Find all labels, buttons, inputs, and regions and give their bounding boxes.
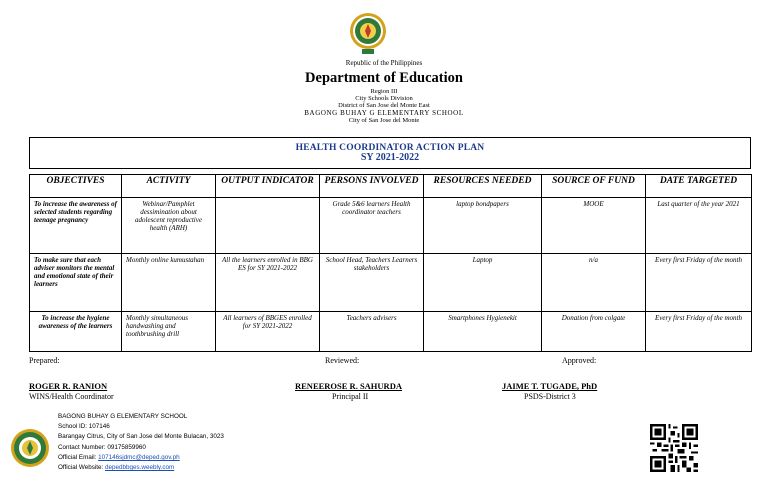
reviewed-label: Reviewed:	[325, 356, 360, 365]
reviewed-position: Principal II	[332, 392, 369, 401]
region-label: Region III	[370, 88, 398, 95]
action-plan-table	[29, 174, 752, 352]
district-label: District of San Jose del Monte East	[338, 102, 430, 109]
resources-cell: Smartphones Hygienekit	[424, 312, 542, 352]
date-cell: Every first Friday of the month	[646, 254, 752, 312]
division-label: City Schools Division	[355, 95, 413, 102]
footer-website-line	[58, 463, 224, 473]
deped-seal-icon	[349, 12, 387, 56]
column-header: ACTIVITY	[122, 175, 216, 198]
objective-cell: To make sure that each adviser monitors the mental and emotional state of their learners	[30, 254, 122, 312]
school-year: SY 2021-2022	[360, 152, 420, 163]
school-name: BAGONG BUHAY G ELEMENTARY SCHOOL	[304, 109, 464, 117]
reviewed-name: RENEEROSE R. SAHURDA	[295, 381, 402, 391]
footer-address: Barangay Citrus, City of San Jose del Monte Bulacan, 3023	[58, 433, 224, 441]
footer-school-id: School ID: 107146	[58, 423, 110, 431]
table-row	[30, 198, 752, 254]
objective-cell: To increase the hygiene awareness of the learners	[30, 312, 122, 352]
fund-cell: MOOE	[542, 198, 646, 254]
activity-cell: Monthly online kumustahan	[122, 254, 216, 312]
activity-cell: Monthly simultaneous handwashing and toothbrushing drill	[122, 312, 216, 352]
footer-school-name: BAGONG BUHAY G ELEMENTARY SCHOOL	[58, 413, 188, 420]
school-footer	[58, 412, 224, 473]
email-label: Official Email:	[58, 453, 99, 461]
output-cell: All the learners enrolled in BBG ES for SY 2021-2022	[216, 254, 320, 312]
prepared-label: Prepared:	[29, 356, 60, 365]
approved-name: JAIME T. TUGADE, PhD	[502, 381, 598, 391]
fund-cell: Donation from colgate	[542, 312, 646, 352]
website-label: Official Website:	[58, 464, 106, 472]
footer-contact: Contact Number: 09175859960	[58, 443, 146, 451]
qr-code-icon	[650, 424, 698, 472]
column-header: PERSONS INVOLVED	[320, 175, 424, 198]
city-label: City of San Jose del Monte	[348, 117, 420, 124]
output-cell: All learners of BBGES enrolled for SY 2021-2022	[216, 312, 320, 352]
column-header: OBJECTIVES	[30, 175, 122, 198]
output-cell	[216, 198, 320, 254]
approved-label: Approved:	[562, 356, 597, 365]
persons-cell: School Head, Teachers Learners stakeholders	[320, 254, 424, 312]
date-cell: Every first Friday of the month	[646, 312, 752, 352]
column-header: SOURCE OF FUND	[542, 175, 646, 198]
column-header: OUTPUT INDICATOR	[216, 175, 320, 198]
table-header-row	[30, 175, 752, 198]
table-row	[30, 312, 752, 352]
objective-cell: To increase the awareness of selected students regarding teenage pregnancy	[30, 198, 122, 254]
activity-cell: Webinar/Pamphlet dessimination about adolescent reproductive health (ARH)	[122, 198, 216, 254]
website-link[interactable]: depedbbges.weebly.com	[105, 464, 175, 472]
department-title: Department of Education	[305, 70, 463, 86]
prepared-name: ROGER R. RANION	[29, 381, 108, 391]
footer-email-line	[58, 453, 224, 463]
plan-title-box	[29, 137, 751, 169]
date-cell: Last quarter of the year 2021	[646, 198, 752, 254]
fund-cell: n/a	[542, 254, 646, 312]
persons-cell: Teachers advisers	[320, 312, 424, 352]
resources-cell: Laptop	[424, 254, 542, 312]
prepared-position: WINS/Health Coordinator	[29, 392, 114, 401]
resources-cell: laptop bondpapers	[424, 198, 542, 254]
column-header: RESOURCES NEEDED	[424, 175, 542, 198]
approved-position: PSDS-District 3	[524, 392, 576, 401]
plan-title: HEALTH COORDINATOR ACTION PLAN	[295, 143, 485, 153]
table-row	[30, 254, 752, 312]
email-link[interactable]: 107146sjdmc@deped.gov.ph	[98, 453, 180, 461]
school-seal-icon	[10, 428, 50, 468]
column-header: DATE TARGETED	[646, 175, 752, 198]
republic-label: Republic of the Philippines	[345, 59, 423, 67]
persons-cell: Grade 5&6 learners Health coordinator teachers	[320, 198, 424, 254]
